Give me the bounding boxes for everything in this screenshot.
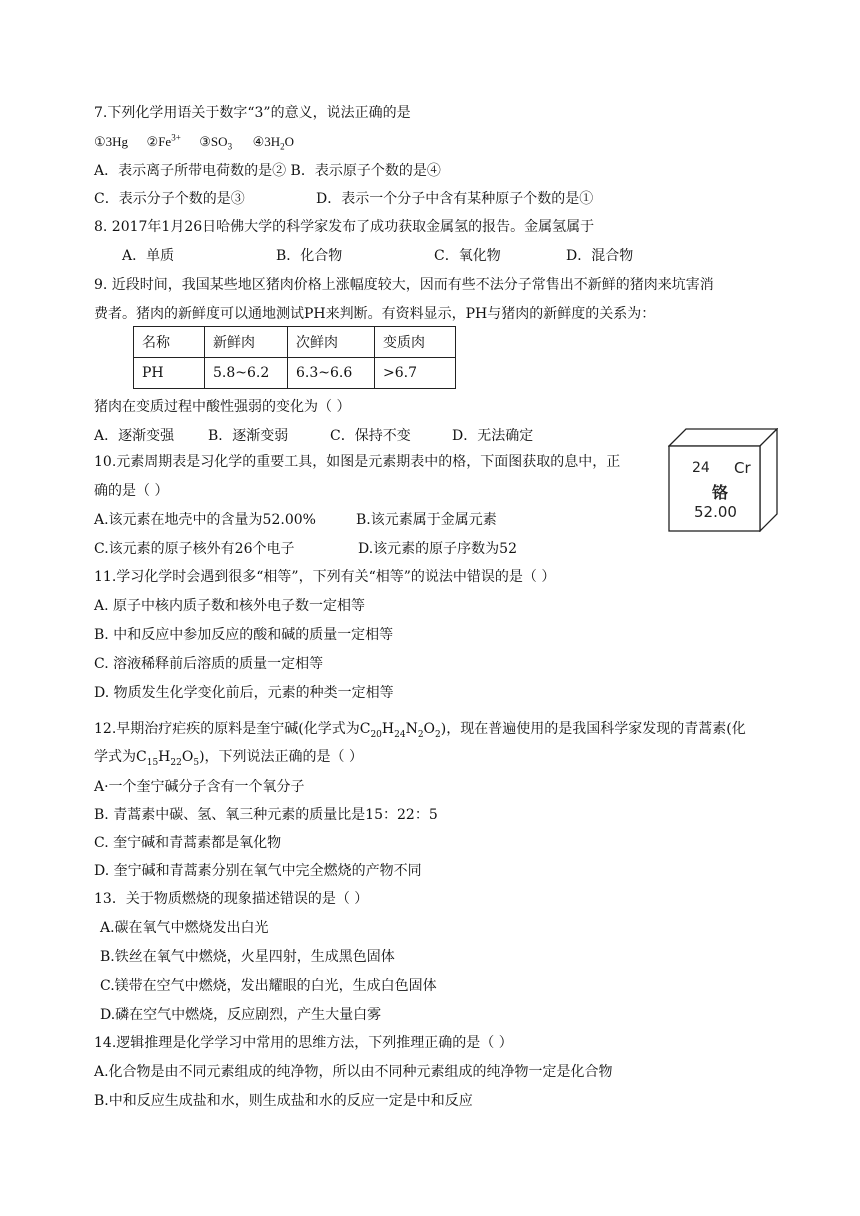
table-header-cell: 名称: [134, 327, 205, 358]
q12-option-c: C. 奎宁碱和青蒿素都是氧化物: [94, 835, 282, 851]
q14-option-b: B.中和反应生成盐和水，则生成盐和水的反应一定是中和反应: [94, 1093, 473, 1109]
q9-ask: 猪肉在变质过程中酸性强弱的变化为（ ）: [94, 399, 351, 415]
element-name: 铬: [712, 483, 729, 502]
q7-item-3: $③SO_3$: [199, 134, 233, 152]
element-atomic-number: 24: [692, 460, 710, 476]
table-header-cell: 新鲜肉: [205, 327, 288, 358]
table-row: [134, 358, 456, 389]
q8-option-d: D．混合物: [566, 248, 634, 264]
q12-stem-1: 12.早期治疗疟疾的原料是奎宁碱(化学式为$C_{20}H_{24}N_2O_2$)，现在普遍使用的是我国科学家发现的青蒿素(化: [94, 721, 746, 740]
table-cell: >6.7: [375, 358, 456, 389]
q11-option-d: D. 物质发生化学变化前后，元素的种类一定相等: [94, 685, 394, 701]
q11-option-a: A. 原子中核内质子数和核外电子数一定相等: [94, 598, 366, 614]
q11-stem: 11.学习化学时会遇到很多“相等”，下列有关“相等”的说法中错误的是（ ）: [94, 569, 556, 585]
q7-option-c: C．表示分子个数的是③: [94, 191, 245, 207]
q13-option-b: B.铁丝在氧气中燃烧，火星四射，生成黑色固体: [100, 949, 395, 965]
q7-option-d: D．表示一个分子中含有某种原子个数的是①: [316, 191, 594, 207]
ph-freshness-table: [133, 326, 456, 389]
q10-option-d: D.该元素的原子序数为52: [358, 541, 517, 557]
q11-option-c: C. 溶液稀释前后溶质的质量一定相等: [94, 656, 324, 672]
element-atomic-mass: 52.00: [694, 503, 737, 521]
table-cell: 5.8~6.2: [205, 358, 288, 389]
q10-option-b: B.该元素属于金属元素: [356, 512, 497, 528]
q9-option-c: C．保持不变: [330, 428, 411, 444]
q13-option-d: D.磷在空气中燃烧，反应剧烈，产生大量白雾: [100, 1007, 382, 1023]
q7-item-2: $②Fe^{3+}$: [146, 132, 181, 149]
q8-option-a: A．单质: [122, 248, 175, 264]
q14-option-a: A.化合物是由不同元素组成的纯净物，所以由不同种元素组成的纯净物一定是化合物: [94, 1064, 613, 1080]
table-header-row: [134, 327, 456, 358]
q13-option-c: C.镁带在空气中燃烧，发出耀眼的白光，生成白色固体: [100, 978, 437, 994]
q13-stem: 13．关于物质燃烧的现象描述错误的是（ ）: [94, 891, 369, 907]
element-symbol: Cr: [734, 459, 751, 477]
q13-option-a: A.碳在氧气中燃烧发出白光: [100, 920, 269, 936]
q7-item-4: $④3H_2O$: [252, 134, 294, 152]
q7-item-1: ①3Hg: [94, 134, 129, 149]
q9-option-a: A．逐渐变强: [94, 428, 175, 444]
table-header-cell: 次鲜肉: [288, 327, 375, 358]
element-card: [668, 428, 778, 532]
q7-items: [94, 133, 294, 151]
q8-option-b: B．化合物: [276, 248, 343, 264]
q10-option-a: A.该元素在地壳中的含量为52.00%: [94, 512, 316, 528]
q9-option-b: B．逐渐变弱: [208, 428, 289, 444]
table-cell: 6.3~6.6: [288, 358, 375, 389]
q9-stem-2: 费者。猪肉的新鲜度可以通地测试PH来判断。有资料显示，PH与猪肉的新鲜度的关系为：: [94, 306, 656, 322]
q11-option-b: B. 中和反应中参加反应的酸和碱的质量一定相等: [94, 627, 394, 643]
q9-stem-1: 9. 近段时间，我国某些地区猪肉价格上涨幅度较大，因而有些不法分子常售出不新鲜的猪肉来坑害消: [94, 277, 714, 293]
q10-stem-1: 10.元素周期表是习化学的重要工具，如图是元素期表中的格，下面图获取的息中，正: [94, 454, 621, 470]
q8-option-c: C．氧化物: [434, 248, 501, 264]
table-header-cell: 变质肉: [375, 327, 456, 358]
q8-stem: 8. 2017年1月26日哈佛大学的科学家发布了成功获取金属氢的报告。金属氢属于: [94, 219, 595, 235]
q10-option-c: C.该元素的原子核外有26个电子: [94, 541, 295, 557]
q12-option-d: D. 奎宁碱和青蒿素分别在氧气中完全燃烧的产物不同: [94, 863, 422, 879]
q7-options-ab: A．表示离子所带电荷数的是② B．表示原子个数的是④: [94, 163, 441, 179]
table-cell: PH: [134, 358, 205, 389]
q12-stem-2: 学式为$C_{15}H_{22}O_5$)，下列说法正确的是（ ）: [94, 749, 363, 768]
q14-stem: 14.逻辑推理是化学学习中常用的思维方法，下列推理正确的是（ ）: [94, 1035, 513, 1051]
q10-stem-2: 确的是（ ）: [94, 483, 169, 499]
q9-option-d: D．无法确定: [452, 428, 534, 444]
q12-option-a: A·一个奎宁碱分子含有一个氧分子: [94, 779, 305, 795]
q12-option-b: B. 青蒿素中碳、氢、氧三种元素的质量比是15：22：5: [94, 807, 438, 823]
q7-stem: 7.下列化学用语关于数字“3”的意义，说法正确的是: [94, 105, 411, 121]
